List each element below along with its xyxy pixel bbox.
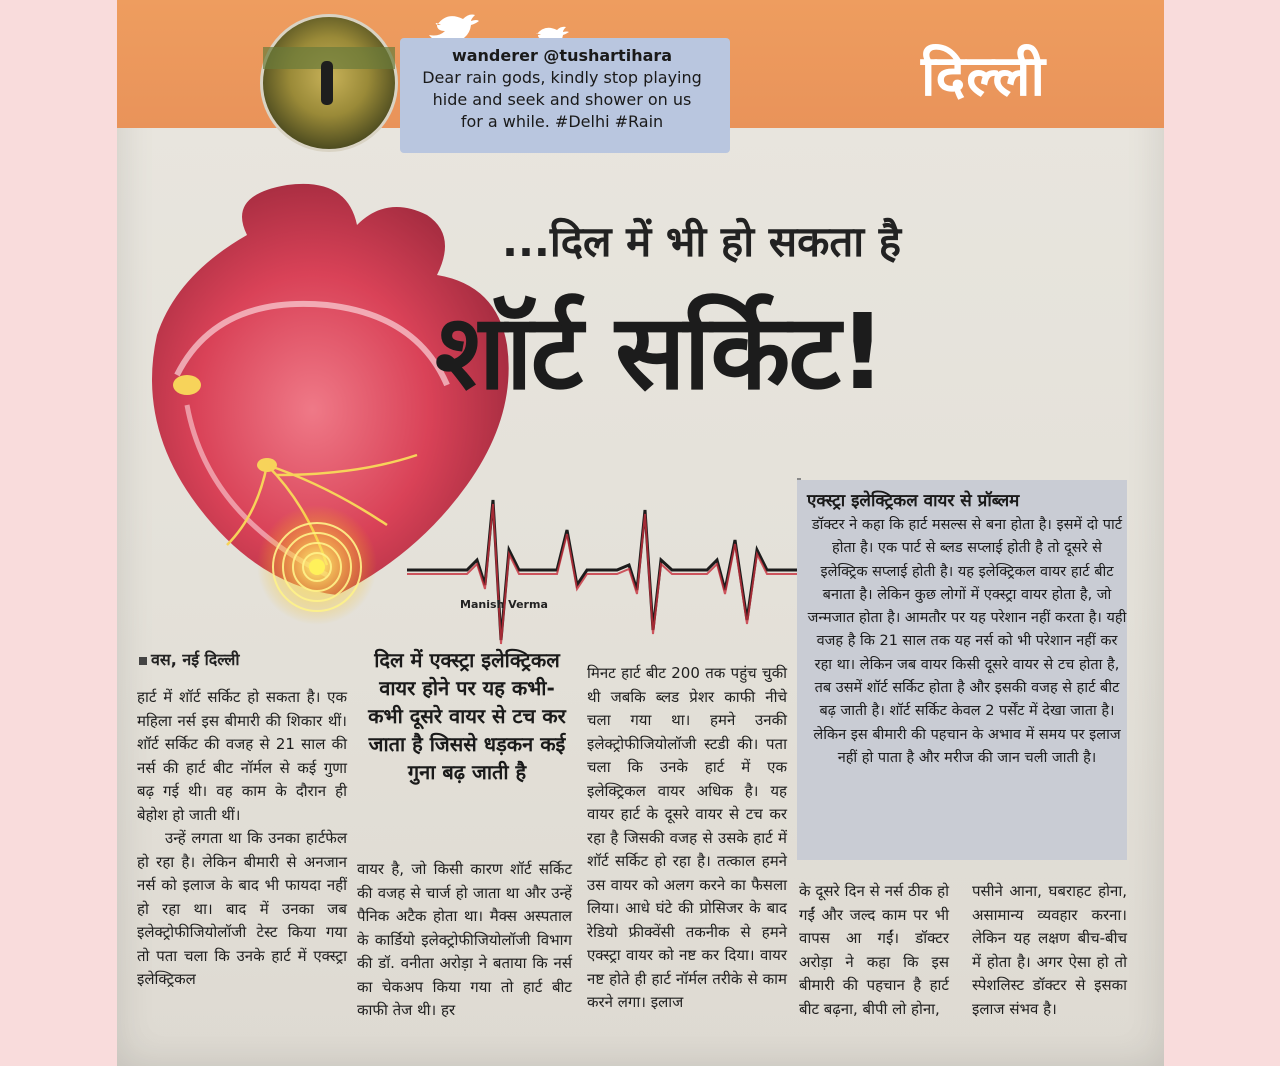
paragraph: मिनट हार्ट बीट 200 तक पहुंच चुकी थी जबकि ब्लड प्रेशर काफी नीचे चला गया था। हमने उनकी इलेक्ट्रोफीजियोलॉजी स्टडी की। पता चला कि उनके हार्ट में एक इलेक्ट्रिकल वायर अधिक है। यह वायर हार्ट के दूसरे वायर से टच कर रहा है जिसकी वजह से उसके हार्ट में शॉर्ट सर्किट हो रहा है। तत्काल हमने उस वायर को अलग करने का फैसला लिया। आधे घंटे की प्रोसिजर के बाद रेडियो फ्रीक्वेंसी तकनीक से हमने एक्स्ट्रा वायर को नष्ट कर दिया। वायर नष्ट होते ही हार्ट नॉर्मल तरीके से काम करने लगा। इलाज <box>587 664 787 1011</box>
headline-kicker: ...दिल में भी हो सकता है <box>502 217 902 266</box>
ecg-waveform <box>407 490 807 660</box>
tweet-line: for a while. #Delhi #Rain <box>460 112 664 131</box>
article-column-1 <box>137 686 347 992</box>
headline-main: शॉर्ट सर्किट! <box>435 291 885 413</box>
newspaper-page <box>117 0 1164 1066</box>
tweet-text <box>417 45 707 133</box>
paragraph: पसीने आना, घबराहट होना, असामान्य व्यवहार करना। लेकिन यह लक्षण बीच-बीच में होता है। अगर ऐसा हो तो स्पेशलिस्ट डॉक्टर से इसका इलाज संभव है। <box>972 882 1127 1018</box>
tweet-handle: wanderer @tushartihara <box>451 46 673 65</box>
image-credit: Manish Verma <box>460 598 548 611</box>
dateline: वस, नई दिल्ली <box>139 648 240 670</box>
paragraph: के दूसरे दिन से नर्स ठीक हो गईं और जल्द काम पर भी वापस आ गईं। डॉक्टर अरोड़ा ने कहा कि इस बीमारी की पहचान है हार्ट बीट बढ़ना, बीपी लो होना, <box>799 882 949 1018</box>
paragraph: हार्ट में शॉर्ट सर्किट हो सकता है। एक महिला नर्स इस बीमारी की शिकार थीं। शॉर्ट सर्किट की वजह से 21 साल की नर्स की हार्ट बीट नॉर्मल से कई गुणा बढ़ गई थी। वह काम के दौरान ही बेहोश हो जाती थीं। <box>137 688 347 824</box>
pull-quote: दिल में एक्स्ट्रा इलेक्ट्रिकल वायर होने पर यह कभी-कभी दूसरे वायर से टच कर जाता है जिससे धड़कन कई गुना बढ़ जाती है <box>368 648 566 784</box>
tweet-line: hide and seek and shower on us <box>432 90 692 109</box>
sidebar-body: डॉक्टर ने कहा कि हार्ट मसल्स से बना होता है। इसमें दो पार्ट होता है। एक पार्ट से ब्लड सप्लाई होती है तो दूसरे से इलेक्ट्रिक सप्लाई होती है। यह इलेक्ट्रिकल वायर हार्ट बीट बनाता है। लेकिन कुछ लोगों में एक्स्ट्रा वायर होता है, जो जन्मजात होता है। आमतौर पर यह परेशान नहीं करता है। यही वजह है कि 21 साल तक यह नर्स को भी परेशान नहीं कर रहा था। लेकिन जब वायर किसी दूसरे वायर से टच होता है, तब उसमें शॉर्ट सर्किट होता है और इसकी वजह से हार्ट बीट बढ़ जाती है। शॉर्ट सर्किट केवल 2 पर्सेंट में देखा जाता है। लेकिन इस बीमारी की पहचान के अभाव में समय पर इलाज नहीं हो पाता है और मरीज की जान चली जाती है। <box>807 517 1127 766</box>
tweet-profile-photo <box>260 14 398 152</box>
article-column-2 <box>357 858 572 1023</box>
section-title: दिल्ली <box>921 44 1046 109</box>
paragraph: उन्हें लगता था कि उनका हार्टफेल हो रहा है। लेकिन बीमारी से अनजान नर्स को इलाज के बाद भी फायदा नहीं हो रहा था। बाद में उनका जब इलेक्ट्रोफीजियोलॉजी टेस्ट किया गया तो पता चला कि उनके हार्ट में एक्स्ट्रा इलेक्ट्रिकल <box>137 829 347 988</box>
tweet-line: Dear rain gods, kindly stop playing <box>422 68 702 87</box>
sidebar-title: एक्स्ट्रा इलेक्ट्रिकल वायर से प्रॉब्लम <box>807 491 1020 511</box>
article-column-3 <box>587 662 787 1015</box>
article-column-5 <box>972 880 1127 1021</box>
paragraph: वायर है, जो किसी कारण शॉर्ट सर्किट की वजह से चार्ज हो जाता था और उन्हें पैनिक अटैक होता था। मैक्स अस्पताल के कार्डियो इलेक्ट्रोफीजियोलॉजी विभाग की डॉ. वनीता अरोड़ा ने बताया कि नर्स का चेकअप किया गया तो हार्ट बीट काफी तेज थी। हर <box>357 860 572 1019</box>
article-column-4 <box>799 880 949 1021</box>
